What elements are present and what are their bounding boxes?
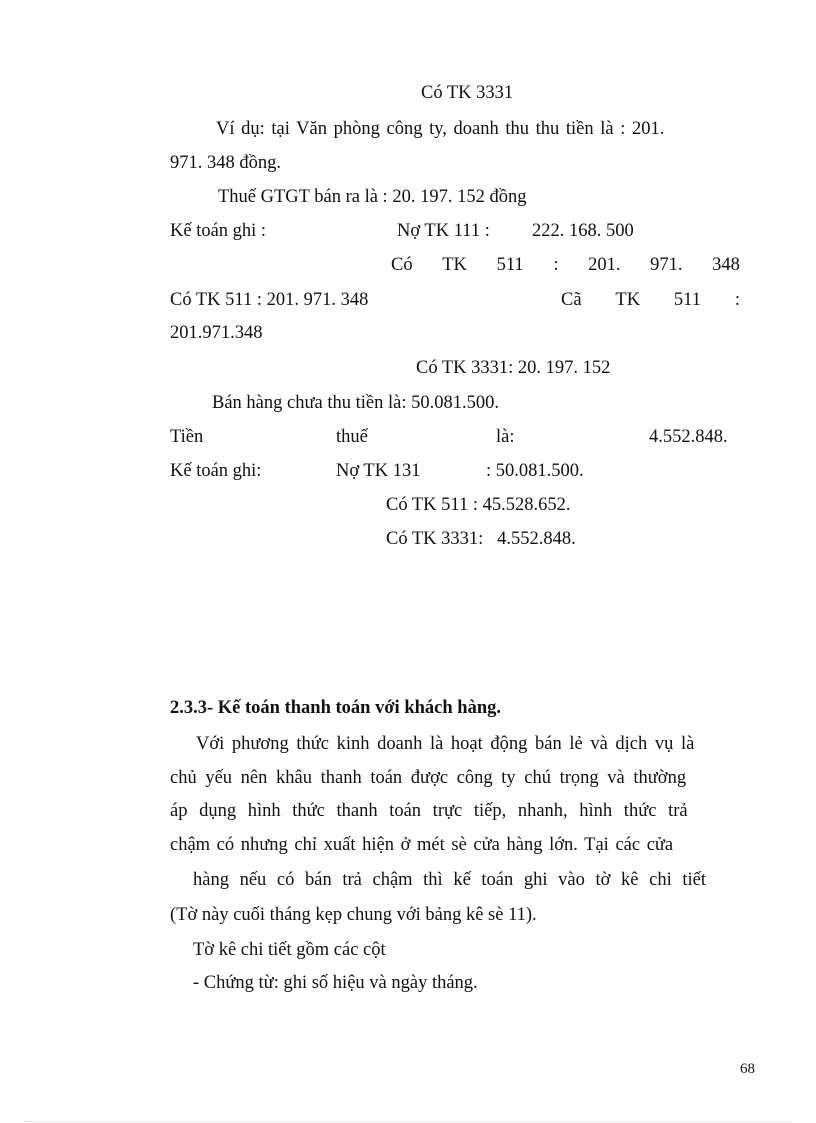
messy-part: 511 [673,290,701,310]
example-text: Ví dụ: tại Văn phòng công ty, doanh thu thu tiền là : 201. [216,119,665,139]
vat-line: Thuế GTGT bán ra là : 20. 197. 152 đồng [218,187,527,207]
unpaid-line: Bán hàng chưa thu tiền là: 50.081.500. [212,393,499,413]
entry2-label: Kế toán ghi: [170,461,262,481]
entry2-debit-amount: : 50.081.500. [486,461,584,481]
entry2-credit-511: Có TK 511 : 45.528.652. [386,495,571,515]
para-line [170,767,740,789]
footer-rule [24,1121,792,1122]
messy-part: TK [615,290,641,310]
messy-line-left: Có TK 511 : 201. 971. 348 [170,290,369,310]
tax-amount: 4.552.848. [649,427,728,447]
para-line [193,869,740,891]
entry1-credit-part: 201. [588,255,621,275]
messy-line-cont: 201.971.348 [170,323,263,343]
entry2-debit: Nợ TK 131 [336,461,421,481]
entry1-debit-amount: 222. 168. 500 [532,221,634,241]
para-text: chủ yếu nên khâu thanh toán được công ty chú trọng và thường [170,768,687,788]
messy-part: : [734,290,740,310]
para-last-line: (Tờ này cuối tháng kẹp chung với bảng kê sè 11). [170,905,537,925]
messy-part: Cã [561,290,582,310]
example-line-2: 971. 348 đồng. [170,153,281,173]
para-text: chậm có nhưng chỉ xuất hiện ở mét sè cửa hàng lớn. Tại các cửa [170,835,674,855]
messy-line-right [561,289,740,311]
entry1-debit: Nợ TK 111 : [397,221,490,241]
entry1-credit-part: TK [442,255,467,275]
tax-word-1: Tiền [170,427,204,447]
entry2-credit-3331: Có TK 3331: 4.552.848. [386,529,576,549]
columns-intro: Tờ kê chi tiết gồm các cột [193,940,386,960]
entry1-credit-part: Có [391,255,413,275]
entry1-label: Kế toán ghi : [170,221,267,241]
entry1-credit-511 [391,254,740,276]
example-line [216,118,740,140]
credit-line-tk3331: Có TK 3331 [421,83,514,103]
para-line [196,733,740,755]
entry1-credit-part: 971. [650,255,683,275]
entry1-credit-part: : [553,255,559,275]
para-text: hàng nếu có bán trả chậm thì kế toán ghi vào tờ kê chi tiết [193,870,706,890]
page-number: 68 [740,1061,755,1077]
para-text: Với phương thức kinh doanh là hoạt động bán lẻ và dịch vụ là [196,734,695,754]
para-line [170,834,740,856]
tax-word-3: là: [496,427,515,447]
entry1-credit-3331: Có TK 3331: 20. 197. 152 [416,358,611,378]
entry1-credit-part: 511 [496,255,524,275]
bullet-item: - Chứng từ: ghi số hiệu và ngày tháng. [193,973,478,993]
para-line [170,800,740,822]
entry1-credit-part: 348 [712,255,740,275]
para-text: áp dụng hình thức thanh toán trực tiếp, nhanh, hình thức trả [170,801,688,821]
section-heading: 2.3.3- Kế toán thanh toán với khách hàng. [170,698,501,718]
tax-word-2: thuế [336,427,368,447]
